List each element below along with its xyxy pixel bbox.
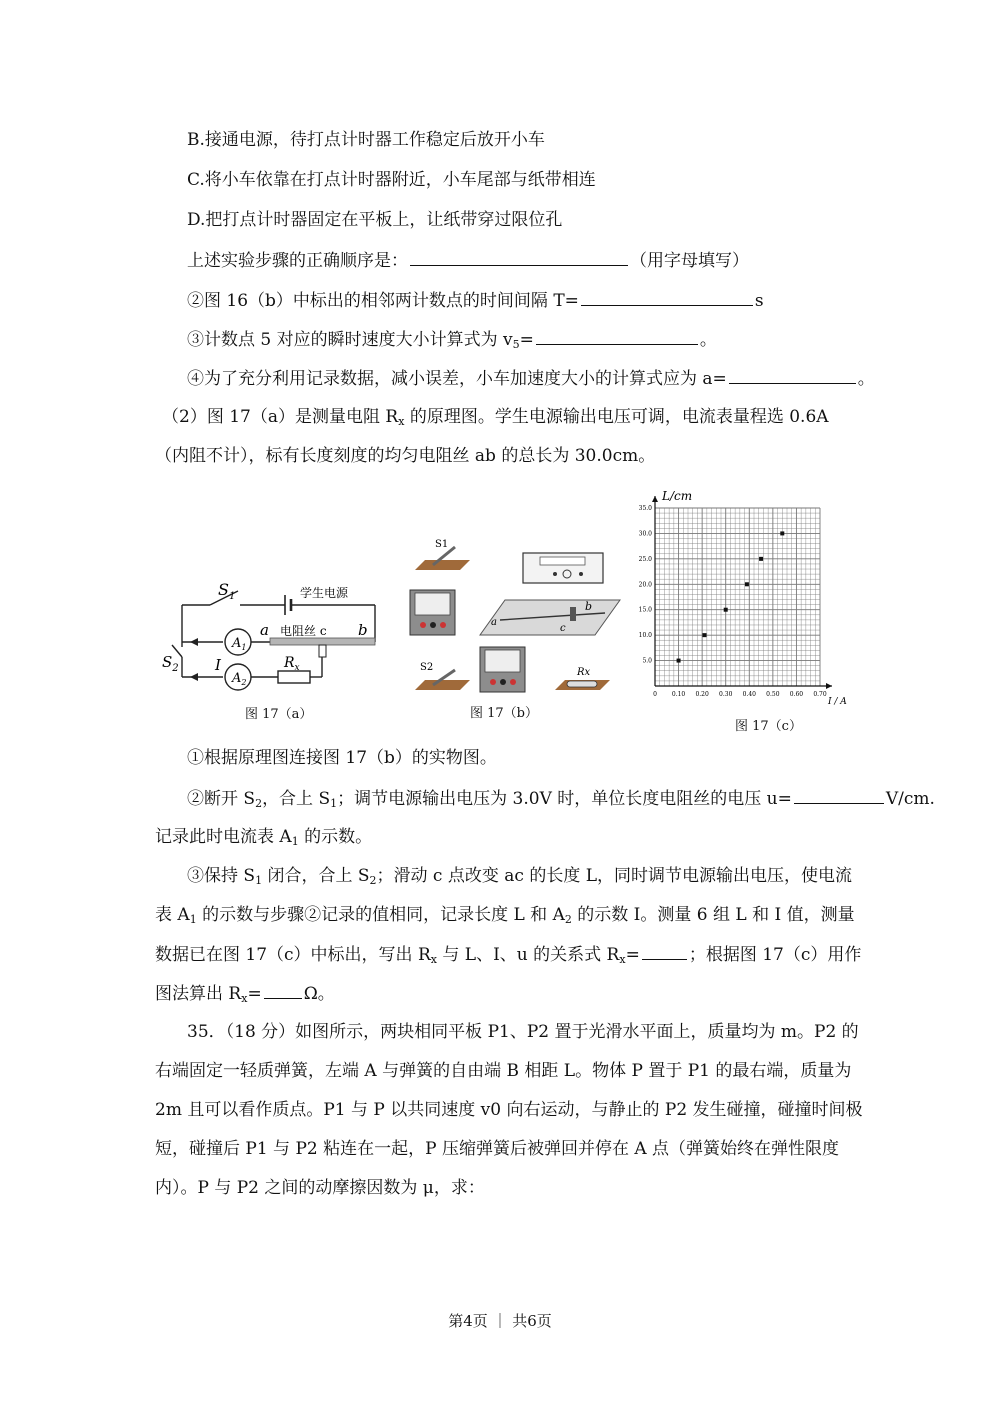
chart-y-tick-label: 15.0 (638, 606, 652, 614)
page-footer: 第4页 ｜ 共6页 (448, 1312, 552, 1330)
sub2-b: ，合上 S (262, 789, 331, 809)
b-label-b: b (585, 600, 593, 613)
q4-line (187, 368, 875, 389)
sub1-line: ①根据原理图连接图 17（b）的实物图。 (187, 748, 497, 768)
answer-blank-order[interactable] (410, 250, 628, 266)
sub2-unit: V/cm. (885, 789, 935, 809)
order-question (187, 250, 749, 271)
sub3-l4-a-sub: x (241, 992, 248, 1005)
chart-x-tick-label: 0 (653, 691, 657, 698)
sub2-line2 (155, 827, 372, 847)
label-rx: $R_x$ (284, 655, 300, 673)
chart-data-point (703, 633, 707, 637)
chart-x-tick-label: 0.60 (789, 691, 804, 698)
switch-s2-lever (172, 645, 182, 657)
chart-x-arrow (826, 683, 832, 689)
caption-17a: 图 17（a） (245, 707, 313, 722)
part2-line1-text: （2）图 17（a）是测量电阻 R (162, 407, 399, 427)
sub3-l1-b: 闭合，合上 S (262, 866, 370, 886)
sub2-a-sub: 2 (255, 797, 263, 810)
figure-17a-circuit (160, 575, 385, 720)
q3-eq: = (519, 330, 534, 350)
sub2-line1 (187, 788, 935, 809)
sub3-l3-b-sub: x (619, 953, 626, 966)
b-label-s2: S2 (420, 662, 434, 673)
part2-line1-sub: x (398, 415, 405, 428)
chart-data-point (780, 531, 784, 535)
answer-blank-accel[interactable] (729, 368, 856, 384)
sub3-l3-c: = (625, 945, 640, 965)
chart-x-tick-label: 0.10 (671, 691, 686, 698)
q2-unit: s (754, 291, 764, 311)
sub3-l3-d: ；根据图 17（c）用作 (688, 945, 862, 965)
q35-line5: 内）。P 与 P2 之间的动摩擦因数为 μ，求： (155, 1178, 485, 1198)
b-label-a: a (491, 617, 497, 628)
chart-y-tick-label: 10.0 (638, 632, 652, 640)
sub3-l1-a: ③保持 S (187, 866, 256, 886)
sub3-l4-a: 图法算出 R (155, 984, 242, 1004)
caption-17b: 图 17（b） (470, 706, 538, 721)
b-label-s1: S1 (435, 539, 449, 550)
caption-17c: 图 17（c） (735, 719, 802, 734)
q2-text: ②图 16（b）中标出的相邻两计数点的时间间隔 T= (187, 291, 579, 311)
q35-line2: 右端固定一轻质弹簧，左端 A 与弹簧的自由端 B 相距 L。物体 P 置于 P1 的最右端，质量为 (155, 1061, 852, 1081)
sub3-l1-b-sub: 2 (369, 874, 377, 887)
sub3-l3-a-sub: x (430, 953, 437, 966)
chart-x-tick-label: 0.40 (742, 691, 756, 698)
answer-blank-rx-formula[interactable] (642, 944, 687, 960)
sub3-l3-b: 与 L、I、u 的关系式 R (436, 945, 620, 965)
label-a2: $A_2$ (232, 671, 247, 687)
q35-line4: 短，碰撞后 P1 与 P2 粘连在一起，P 压缩弹簧后被弹回并停在 A 点（弹簧始终在弹性限度 (155, 1139, 840, 1159)
answer-blank-u[interactable] (794, 788, 884, 804)
chart-y-arrow (652, 496, 658, 502)
q3-sub: 5 (512, 338, 520, 351)
q35-line3: 2m 且可以看作质点。P1 与 P 以共同速度 v0 向右运动，与静止的 P2 发生碰撞，碰撞时间极 (155, 1100, 863, 1120)
chart-y-tick-label: 25.0 (638, 555, 652, 563)
label-a1: $A_1$ (232, 636, 247, 652)
sub3-l1-a-sub: 1 (255, 874, 263, 887)
order-prompt: 上述实验步骤的正确顺序是： (187, 251, 408, 271)
label-a: a (260, 621, 269, 639)
sub2-line2-end: 的示数。 (298, 827, 373, 847)
sub3-line3 (155, 944, 861, 965)
step-c: C.将小车依靠在打点计时器附近，小车尾部与纸带相连 (187, 170, 596, 190)
part2-line1 (162, 407, 829, 427)
label-s2: $S_2$ (162, 653, 179, 674)
sub3-l2-c: 的示数 I。测量 6 组 L 和 I 值，测量 (571, 905, 855, 925)
step-b: B.接通电源，待打点计时器工作稳定后放开小车 (187, 130, 545, 150)
figure-17b-apparatus (405, 525, 630, 715)
label-resistance-wire: 电阻丝 c (280, 624, 327, 638)
chart-data-point (745, 582, 749, 586)
q35-line1: 35．（18 分）如图所示，两块相同平板 P1、P2 置于光滑水平面上，质量均为 m。P2 的 (187, 1022, 859, 1042)
order-suffix: （用字母填写） (630, 251, 749, 271)
figure-17c-chart (630, 488, 850, 713)
sub3-l2-b-sub: 2 (564, 913, 572, 926)
answer-blank-rx-value[interactable] (264, 983, 302, 999)
label-b: b (358, 621, 368, 639)
answer-blank-v5[interactable] (536, 329, 698, 345)
q3-text: ③计数点 5 对应的瞬时速度大小计算式为 v (187, 330, 513, 350)
sub3-l4-c: Ω。 (303, 984, 335, 1004)
chart-y-tick-label: 20.0 (638, 581, 652, 589)
sub2-c: ；调节电源输出电压为 3.0V 时，单位长度电阻丝的电压 u= (337, 789, 792, 809)
chart-x-tick-label: 0.20 (695, 691, 709, 698)
sub3-l2-b: 的示数与步骤②记录的值相同，记录长度 L 和 A (196, 905, 565, 925)
q4-text: ④为了充分利用记录数据，减小误差，小车加速度大小的计算式应为 a= (187, 369, 727, 389)
sub3-line1 (187, 866, 852, 886)
b-label-rx: Rx (577, 667, 591, 678)
label-power-source: 学生电源 (300, 586, 349, 600)
sub3-line2 (155, 905, 855, 925)
chart-y-tick-label: 35.0 (638, 505, 652, 512)
label-current-i: I (215, 656, 221, 674)
chart-data-point (759, 557, 763, 561)
b-label-c: c (560, 623, 566, 634)
step-d: D.把打点计时器固定在平板上，让纸带穿过限位孔 (187, 210, 563, 230)
part2-line1-rest: 的原理图。学生电源输出电压可调，电流表量程选 0.6A (404, 407, 829, 427)
sub3-line4 (155, 983, 335, 1004)
q2-line (187, 290, 764, 311)
sub3-l4-b: = (247, 984, 262, 1004)
sub2-line2-text: 记录此时电流表 A (155, 827, 292, 847)
sub3-l2-a-sub: 1 (189, 913, 197, 926)
q3-end: 。 (699, 330, 717, 350)
sub3-l1-c: ；滑动 c 点改变 ac 的长度 L，同时调节电源输出电压，使电流 (376, 866, 853, 886)
sub2-line2-sub: 1 (291, 835, 299, 848)
chart-data-point (677, 659, 681, 663)
chart-x-axis-label: I / A (828, 697, 847, 707)
chart-x-tick-label: 0.70 (813, 691, 827, 698)
q3-line (187, 329, 717, 350)
sub3-l3-a: 数据已在图 17（c）中标出，写出 R (155, 945, 431, 965)
chart-y-axis-label: L/cm (662, 489, 693, 503)
label-s1: $S_1$ (218, 580, 236, 602)
sub2-b-sub: 1 (330, 797, 338, 810)
chart-x-tick-label: 0.30 (719, 691, 733, 698)
chart-y-tick-label: 30.0 (638, 530, 652, 538)
q4-end: 。 (857, 369, 875, 389)
sub2-a: ②断开 S (187, 789, 256, 809)
sub3-l2-a: 表 A (155, 905, 190, 925)
answer-blank-period[interactable] (581, 290, 753, 306)
chart-data-point (724, 608, 728, 612)
chart-y-tick-label: 5.0 (642, 657, 652, 665)
chart-x-tick-label: 0.50 (766, 691, 780, 698)
part2-line2: （内阻不计），标有长度刻度的均匀电阻丝 ab 的总长为 30.0cm。 (155, 446, 656, 466)
